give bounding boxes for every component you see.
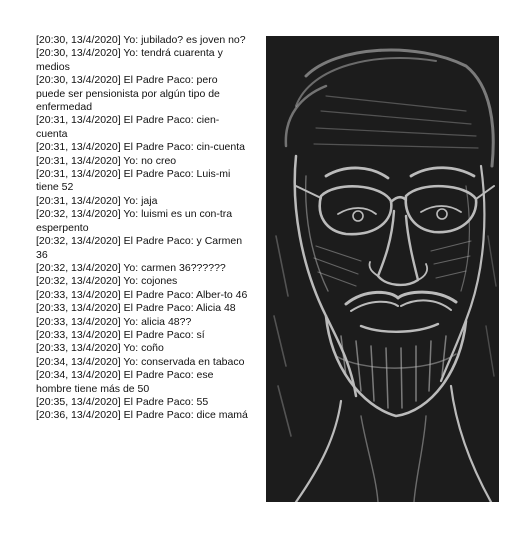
chat-message: [20:31, 13/4/2020] Yo: no creo — [36, 154, 177, 167]
chat-message: [20:30, 13/4/2020] El Padre Paco: pero puede ser pensionista por algún tipo de enfermedad — [36, 74, 220, 114]
chat-message: [20:33, 13/4/2020] Yo: coño — [36, 342, 164, 355]
chat-message: [20:35, 13/4/2020] El Padre Paco: 55 — [36, 395, 209, 408]
chat-message: [20:34, 13/4/2020] El Padre Paco: ese hombre tiene más de 50 — [36, 369, 214, 395]
chat-message: [20:36, 13/4/2020] El Padre Paco: dice mamá — [36, 409, 248, 422]
chat-message: [20:31, 13/4/2020] El Padre Paco: Luis-mi tiene 52 — [36, 168, 231, 194]
chat-message: [20:34, 13/4/2020] Yo: conservada en tabaco — [36, 355, 245, 368]
chat-message: [20:31, 13/4/2020] El Padre Paco: cin-cuenta — [36, 141, 245, 154]
chat-message: [20:30, 13/4/2020] Yo: jubilado? es joven no? — [36, 34, 246, 46]
chat-transcript — [36, 34, 248, 423]
portrait-sketch-svg — [266, 36, 499, 502]
chat-message: [20:33, 13/4/2020] El Padre Paco: sí — [36, 328, 205, 341]
artwork-background — [266, 36, 499, 502]
chat-message: [20:32, 13/4/2020] El Padre Paco: y Carmen 36 — [36, 235, 243, 261]
chat-message: [20:33, 13/4/2020] El Padre Paco: Alber-to 46 — [36, 288, 248, 301]
chat-message: [20:32, 13/4/2020] Yo: luismi es un con-tra esperpento — [36, 208, 233, 234]
chat-message: [20:32, 13/4/2020] Yo: cojones — [36, 275, 178, 288]
chat-message: [20:31, 13/4/2020] El Padre Paco: cien-cuenta — [36, 114, 220, 140]
chat-message: [20:30, 13/4/2020] Yo: tendrá cuarenta y medios — [36, 47, 223, 73]
chat-message: [20:31, 13/4/2020] Yo: jaja — [36, 194, 158, 207]
portrait-drawing — [266, 36, 499, 502]
chat-message: [20:33, 13/4/2020] El Padre Paco: Alicia 48 — [36, 302, 236, 315]
chat-message: [20:33, 13/4/2020] Yo: alicia 48?? — [36, 315, 192, 328]
chat-message: [20:32, 13/4/2020] Yo: carmen 36?????? — [36, 261, 226, 274]
